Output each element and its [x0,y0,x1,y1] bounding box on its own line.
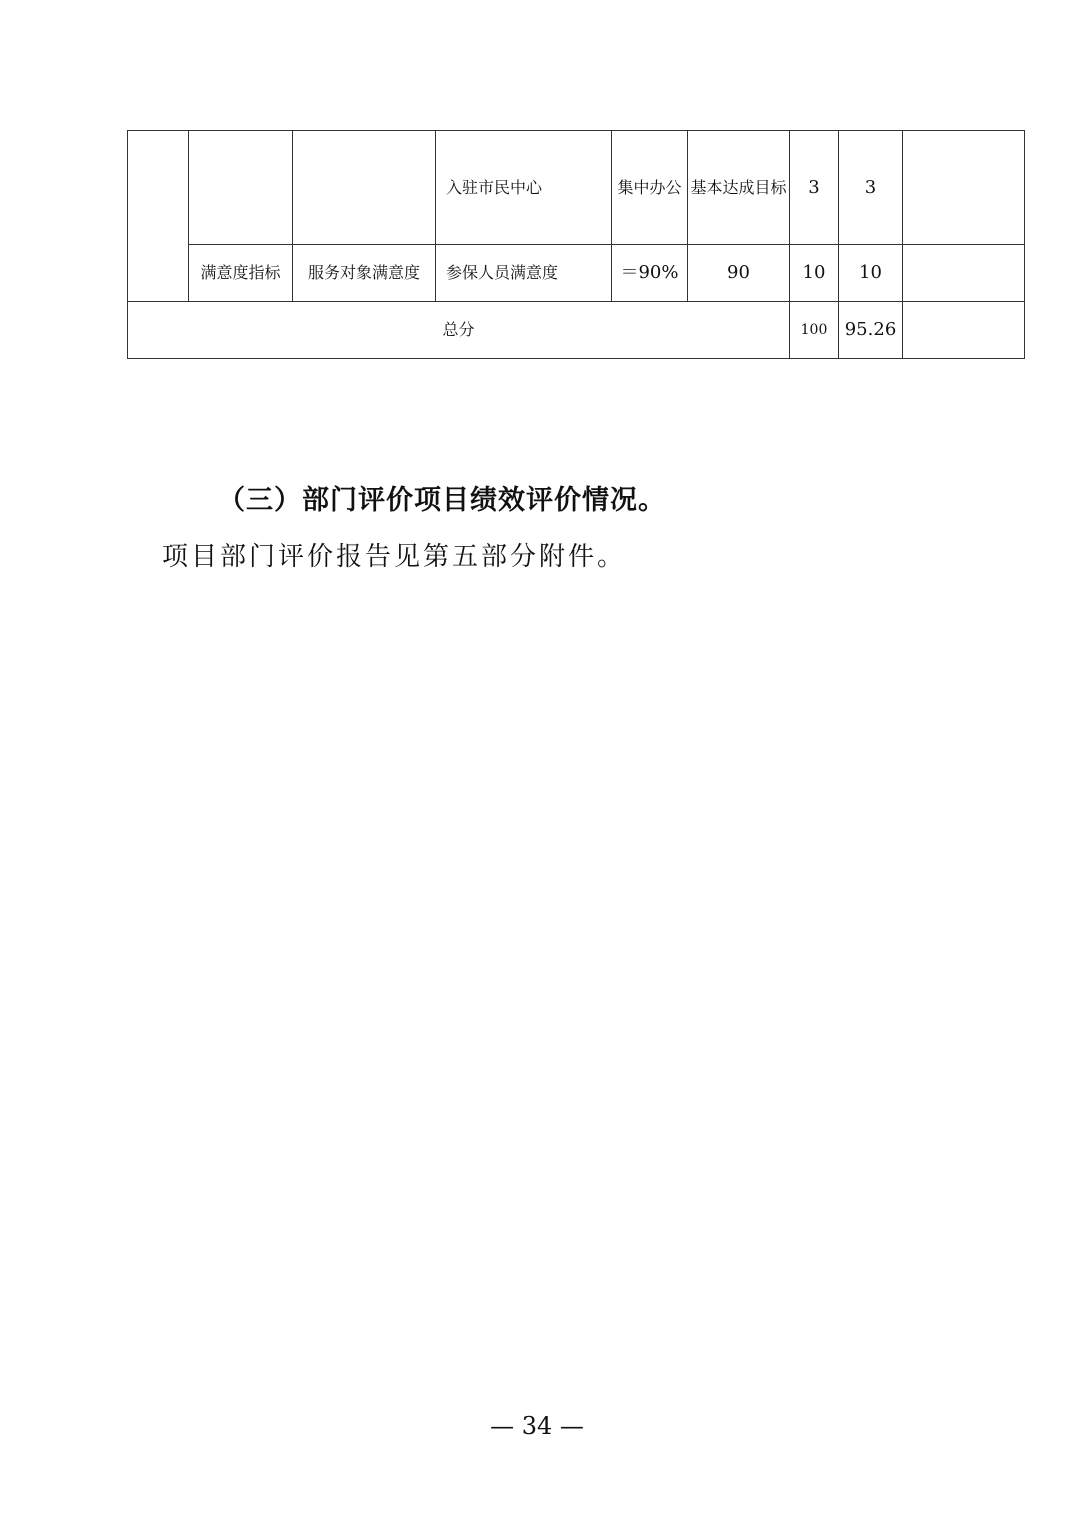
table-row [128,131,1025,245]
table-cell-actual: 基本达成目标 [688,131,790,245]
table-cell-weight: 3 [790,131,839,245]
table-cell-level3 [293,131,436,245]
table-cell-indicator: 入驻市民中心 [436,131,612,245]
performance-evaluation-table [127,130,1025,359]
section-heading: （三）部门评价项目绩效评价情况。 [218,485,666,516]
table-cell-indicator: 参保人员满意度 [436,245,612,302]
table-cell-actual: 90 [688,245,790,302]
table-cell-weight: 10 [790,245,839,302]
table-cell-target: ＝90% [612,245,688,302]
table-cell-score: 10 [839,245,903,302]
table-cell-level2: 满意度指标 [189,245,293,302]
table-row [128,245,1025,302]
table-cell-note [903,131,1025,245]
table-cell-target: 集中办公 [612,131,688,245]
total-note-cell [903,302,1025,359]
table-cell-level2 [189,131,293,245]
table-cell-level1 [128,131,189,302]
body-paragraph: 项目部门评价报告见第五部分附件。 [162,542,627,572]
total-label-cell: 总分 [128,302,790,359]
table-cell-note [903,245,1025,302]
table-cell-level3: 服务对象满意度 [293,245,436,302]
total-score-cell: 95.26 [839,302,903,359]
total-weight-cell: 100 [790,302,839,359]
table-row-total [128,302,1025,359]
page-number: — 34 — [490,1412,584,1440]
table-cell-score: 3 [839,131,903,245]
